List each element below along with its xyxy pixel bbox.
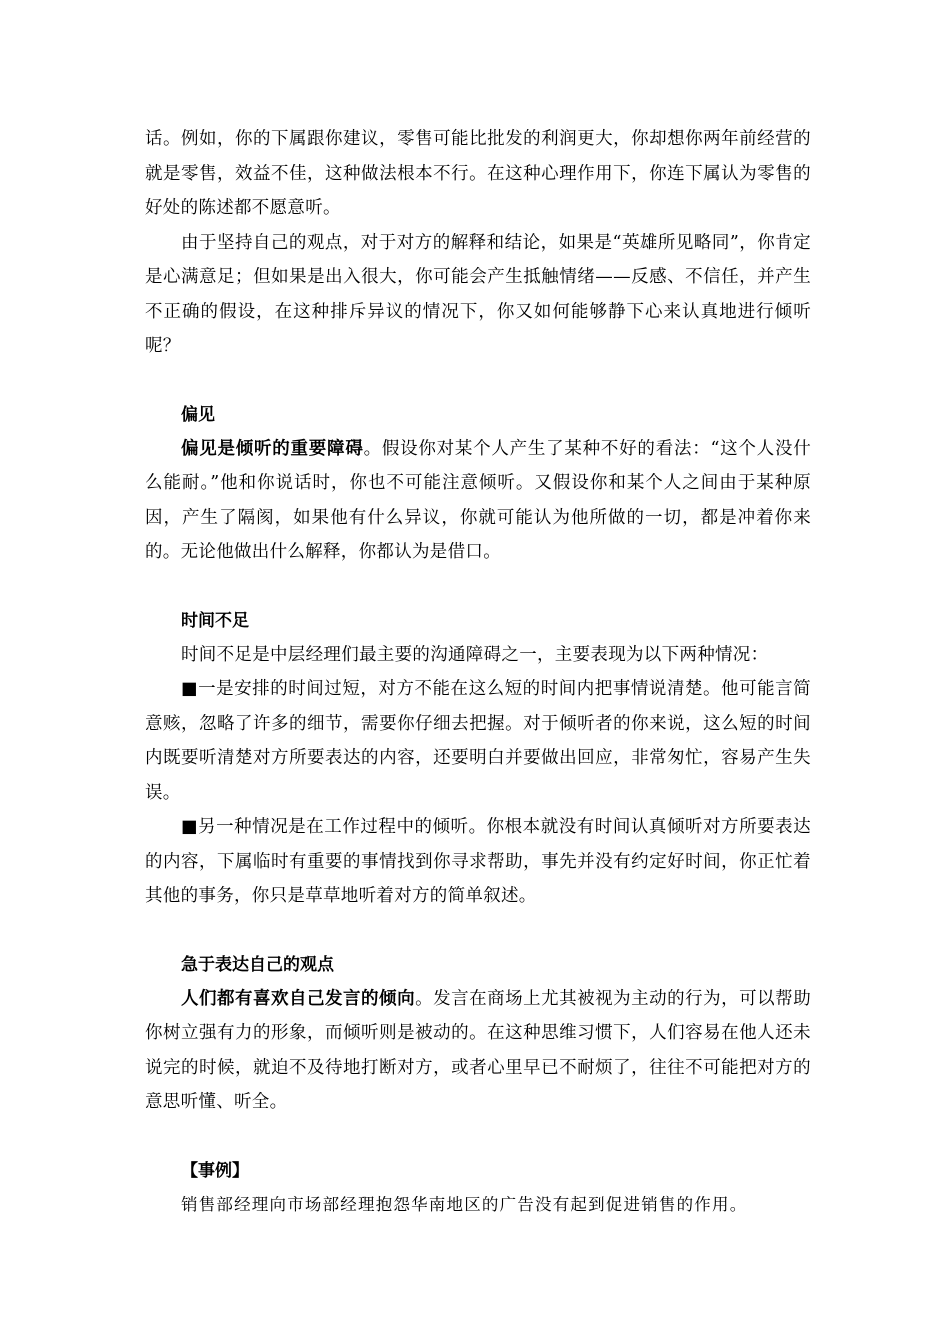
- bias-lead-text: 偏见是倾听的重要障碍: [181, 438, 364, 459]
- heading-bias: 偏见: [181, 404, 215, 425]
- paragraph-insist-opinion: 由于坚持自己的观点，对于对方的解释和结论，如果是“英雄所见略同”，你肯定是心满意足；但如果是出入很大，你可能会产生抵触情绪——反感、不信任，并产生不正确的假设，在这种排斥异议的情况下，你又如何能够静下心来认真地进行倾听呢？: [145, 232, 811, 356]
- document-page: [145, 122, 811, 1222]
- heading-case: 【事例】: [181, 1160, 249, 1181]
- express-lead-text: 人们都有喜欢自己发言的倾向: [181, 988, 416, 1009]
- spacer: [145, 364, 811, 398]
- express-body-text: 。发言在商场上尤其被视为主动的行为，可以帮助你树立强有力的形象，而倾听则是被动的。在这种思维习惯下，人们容易在他人还未说完的时候，就迫不及待地打断对方，或者心里早已不耐烦了，往往不可能把对方的意思听懂、听全。: [145, 988, 811, 1112]
- spacer: [145, 914, 811, 948]
- paragraph-bias: [145, 432, 811, 570]
- paragraph-express: [145, 982, 811, 1120]
- heading-time: 时间不足: [181, 610, 249, 631]
- spacer: [145, 1120, 811, 1154]
- paragraph-time-intro: 时间不足是中层经理们最主要的沟通障碍之一，主要表现为以下两种情况：: [181, 644, 769, 665]
- heading-express: 急于表达自己的观点: [181, 954, 334, 975]
- bias-body-text: 。假设你对某个人产生了某种不好的看法：“这个人没什么能耐。”他和你说话时，你也不可能注意倾听。又假设你和某个人之间由于某种原因，产生了隔阂，如果他有什么异议，你就可能认为他所做的一切，都是冲着你来的。无论他做出什么解释，你都认为是借口。: [145, 438, 811, 562]
- paragraph-retail-example: 话。例如，你的下属跟你建议，零售可能比批发的利润更大，你却想你两年前经营的就是零售，效益不佳，这种做法根本不行。在这种心理作用下，你连下属认为零售的好处的陈述都不愿意听。: [145, 129, 811, 218]
- spacer: [145, 570, 811, 604]
- paragraph-time-item-2: ■另一种情况是在工作过程中的倾听。你根本就没有时间认真倾听对方所要表达的内容，下属临时有重要的事情找到你寻求帮助，事先并没有约定好时间，你正忙着其他的事务，你只是草草地听着对方的简单叙述。: [145, 817, 811, 906]
- paragraph-time-item-1: ■一是安排的时间过短，对方不能在这么短的时间内把事情说清楚。他可能言简意赅，忽略了许多的细节，需要你仔细去把握。对于倾听者的你来说，这么短的时间内既要听清楚对方所要表达的内容，还要明白并要做出回应，非常匆忙，容易产生失误。: [145, 679, 811, 803]
- case-line-1: 销售部经理向市场部经理抱怨华南地区的广告没有起到促进销售的作用。: [181, 1194, 748, 1214]
